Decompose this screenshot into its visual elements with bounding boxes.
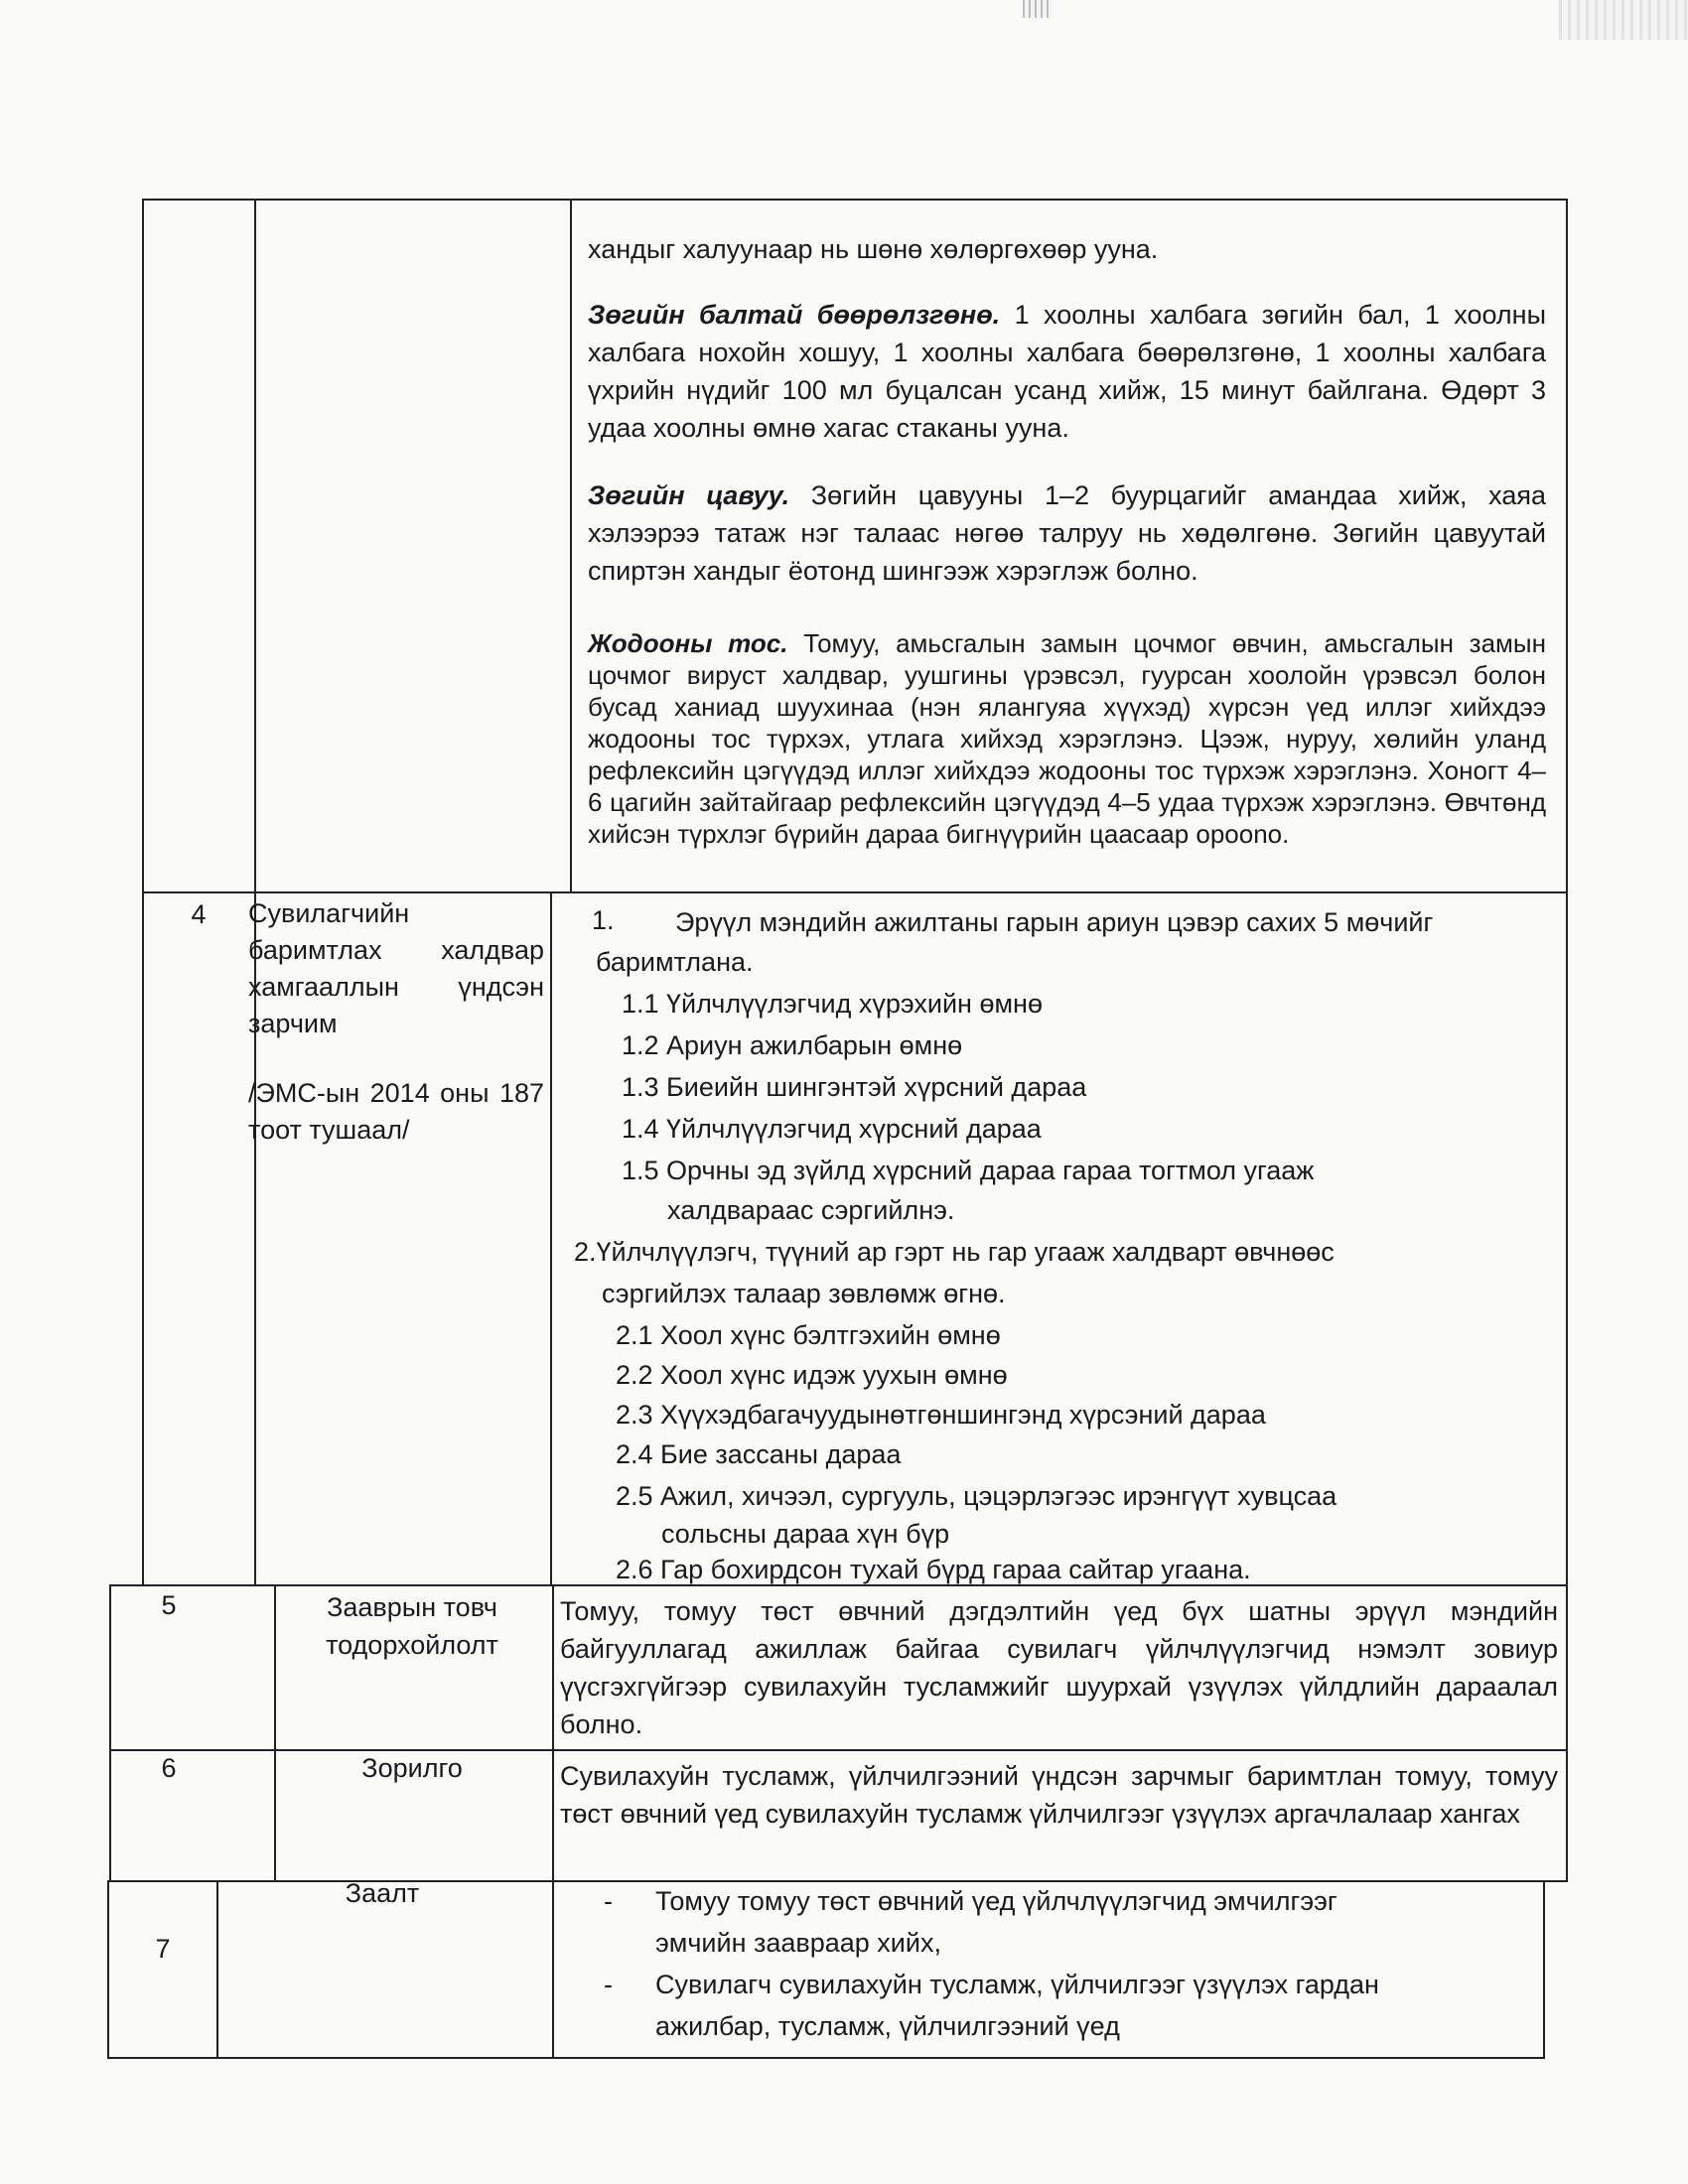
row4-reference: /ЭМС-ын 2014 оны 187 тоот тушаал/: [248, 1078, 544, 1145]
top-line1: хандыг халуунаар нь шөнө хөлөргөхөөр ууна.: [588, 234, 1159, 264]
row7-number: 7: [155, 1934, 171, 1964]
row4-item2-text: 2.Үйлчлүүлэгч, түүний ар гэрт нь гар угааж халдварт өвчнөөс: [574, 1237, 1335, 1267]
row4-sub2-item: 2.2 Хоол хүнс идэж уухын өмнө: [616, 1360, 1008, 1390]
row4-sub1-item: 1.4 Үйлчлүүлэгчид хүрсний дараа: [622, 1114, 1042, 1144]
row4-item1-num: 1.: [592, 905, 615, 935]
paragraph-title: Зөгийн балтай бөөрөлзгөнө.: [588, 300, 1001, 330]
row7-title: Заалт: [345, 1878, 420, 1908]
scan-artifact: [1559, 0, 1688, 40]
paragraph-body: 1 хоолны халбага зөгийн бал, 1 хоолны халбага нохойн хошуу, 1 хоолны халбага бөөрөлзгөнө, 1 хоолны халбага үхрийн нүдийг 100 мл буцалсан усанд хийж, 15 минут байлгана. Өдөрт 3 удаа хоолны өмнө хагас стаканы ууна.: [588, 300, 1546, 443]
bullet-dash: -: [604, 1886, 613, 1916]
row4-sub2-item: 2.5 Ажил, хичээл, сургууль, цэцэрлэгээс ирэнгүүт хувцсаа: [616, 1481, 1337, 1511]
top-num-cell: [142, 199, 256, 893]
row4-sub1-item: 1.2 Ариун ажилбарын өмнө: [622, 1030, 963, 1060]
row4-item2-cont: сэргийлэх талаар зөвлөмж өгнө.: [602, 1279, 1006, 1308]
paragraph-honey-raspberry: [588, 296, 1546, 447]
paragraph-title: Зөгийн цавуу.: [588, 480, 790, 510]
row4-item1-cont: баримтлана.: [596, 947, 754, 977]
row4-title: Сувилагчийн баримтлах халдвар хамгааллын үндсэн зарчим: [248, 898, 544, 1038]
scan-artifact-small: [1023, 0, 1053, 18]
row7-num-cell: [107, 1880, 218, 2059]
paragraph-sea-buckthorn-oil: [588, 627, 1546, 850]
row4-sub2-item: 2.4 Бие зассаны дараа: [616, 1439, 902, 1469]
row4-sub2-last: 2.6 Гар бохирдсон тухай бүрд гараа сайтар угаана.: [616, 1555, 1251, 1584]
row7-bullet-cont: ажилбар, тусламж, үйлчилгээний үед: [655, 2011, 1120, 2041]
row4-num-cell: [142, 891, 256, 1586]
row4-item1-text: Эрүүл мэндийн ажилтаны гарын ариун цэвэр сахих 5 мөчийг: [675, 907, 1434, 937]
row4-sub2-item: 2.1 Хоол хүнс бэлтгэхийн өмнө: [616, 1320, 1001, 1350]
row6-text: Сувилахуйн тусламж, үйлчилгээний үндсэн зарчмыг баримтлан томуу, томуу төст өвчний үед сувилахуйн тусламж үйлчилгээг үзүүлэх аргачлалаар хангах: [560, 1761, 1558, 1829]
row5-text: Томуу, томуу төст өвчний дэгдэлтийн үед бүх шатны эрүүл мэндийн байгууллагад ажиллаж байгаа сувилагч үйлчлүүлэгчид нэмэлт зовиур үүсгэхгүйгээр сувилахуйн тусламжийг шуурхай үзүүлэх үйлдлийн дараалал болно.: [560, 1596, 1558, 1739]
row6-title: Зорилго: [361, 1753, 463, 1783]
row4-sub1-item: 1.3 Биеийн шингэнтэй хүрсний дараа: [622, 1072, 1087, 1102]
paragraph-body: Зөгийн цавууны 1–2 буурцагийг амандаа хийж, хаяа хэлээрээ татаж нэг талаас нөгөө талруу нь хөдөлгөнө. Зөгийн цавуутай спиртэн хандыг ёотонд шингээж хэрэглэж болно.: [588, 480, 1546, 586]
row4-sub1-item: 1.5 Орчны эд зүйлд хүрсний дараа гараа тогтмол угааж: [622, 1156, 1315, 1185]
row7-bullet: Сувилагч сувилахуйн тусламж, үйлчилгээг үзүүлэх гардан: [655, 1970, 1379, 1999]
row6-number: 6: [161, 1753, 177, 1783]
paragraph-body: Томуу, амьсгалын замын цочмог өвчин, амьсгалын замын цочмог вируст халдвар, уушгины үрэвсэл, гуурсан хоолойн үрэвсэл болон бусад ханиад шуухинаа (нэн ялангуяа хүүхэд) хүрсэн үед иллэг хийхдээ жодооны тос түрхэх, утлага хийхэд хэрэглэнэ. Цээж, нуруу, хөлийн уланд рефлексийн цэгүүдэд иллэг хийхдээ жодооны тос түрхэж хэрэглэнэ. Хоногт 4–6 цагийн зайтайгаар рефлексийн цэгүүдэд 4–5 удаа түрхэж хэрэглэнэ. Өвчтөнд хийсэн түрхлэг бүрийн дараа бигнүүрийн цаасаар ороono.: [588, 628, 1546, 849]
paragraph-propolis: [588, 477, 1546, 590]
row4-sub1-cont: халдвараас сэргийлнэ.: [667, 1195, 955, 1225]
row4-number: 4: [191, 899, 207, 929]
top-title-cell: [254, 199, 572, 893]
row4-sub1-item: 1.1 Үйлчлүүлэгчид хүрэхийн өмнө: [622, 989, 1043, 1019]
row4-sub2-item: 2.3 Хүүхэдбагачуудынөтгөншингэнд хүрсэний дараа: [616, 1400, 1266, 1430]
bullet-dash: -: [604, 1970, 613, 1999]
row5-title: Заавpын товч тодорхойлолт: [326, 1592, 498, 1660]
row7-bullet: Томуу томуу төст өвчний үед үйлчлүүлэгчид эмчилгээг: [655, 1886, 1337, 1916]
row7-bullet-cont: эмчийн заавраар хийх,: [655, 1928, 941, 1958]
row5-number: 5: [161, 1590, 177, 1620]
row4-sub2-cont: сольсны дараа хүн бүр: [661, 1519, 950, 1549]
paragraph-title: Жодооны тос.: [588, 628, 788, 658]
